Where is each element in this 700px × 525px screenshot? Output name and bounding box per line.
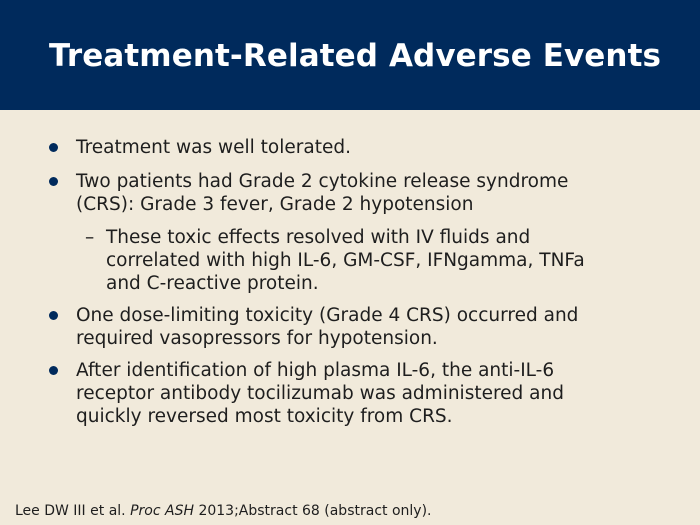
bullet-line: Two patients had Grade 2 cytokine release syndrome — [76, 171, 569, 192]
citation-details: 2013;Abstract 68 (abstract only). — [198, 503, 432, 519]
bullet-dot-icon — [49, 143, 58, 152]
sub-bullet-dash: – — [85, 227, 95, 248]
bullet-dot-icon — [49, 366, 58, 375]
bullet-text — [76, 136, 656, 159]
bullet-line: (CRS): Grade 3 fever, Grade 2 hypotension — [76, 194, 474, 215]
bullet-text — [76, 304, 656, 350]
bullet-line: quickly reversed most toxicity from CRS. — [76, 406, 453, 427]
citation-journal: Proc ASH — [130, 503, 194, 519]
citation-authors: Lee DW III et al. — [15, 503, 126, 519]
bullet-dot-icon — [49, 177, 58, 186]
bullet-line: required vasopressors for hypotension. — [76, 328, 438, 349]
sub-bullet-line: These toxic effects resolved with IV fluids and — [106, 227, 531, 248]
bullet-line: receptor antibody tocilizumab was administered and — [76, 383, 564, 404]
bullet-line: One dose-limiting toxicity (Grade 4 CRS) occurred and — [76, 305, 579, 326]
bullet-text — [76, 359, 656, 428]
sub-bullet-line: and C-reactive protein. — [106, 273, 319, 294]
bullet-dot-icon — [49, 311, 58, 320]
bullet-line: After identification of high plasma IL-6, the anti-IL-6 — [76, 360, 555, 381]
sub-bullet-line: correlated with high IL-6, GM-CSF, IFNgamma, TNFa — [106, 250, 585, 271]
bullet-text — [76, 170, 656, 216]
citation-footer — [15, 502, 431, 520]
slide-title: Treatment-Related Adverse Events — [49, 38, 662, 74]
bullet-line: Treatment was well tolerated. — [76, 137, 351, 158]
sub-bullet-text — [106, 226, 666, 295]
